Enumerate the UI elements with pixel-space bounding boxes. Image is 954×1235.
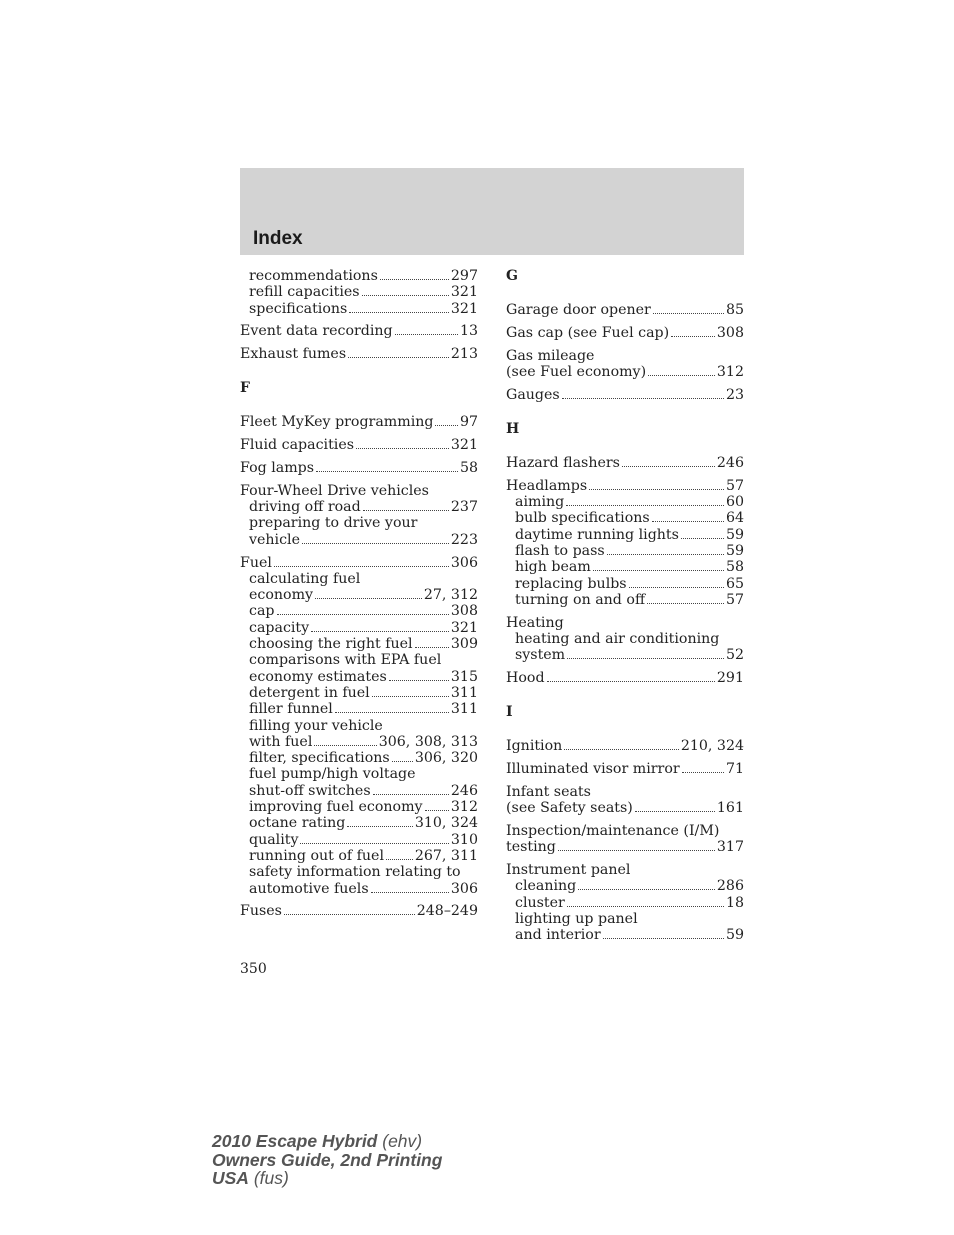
dot-leader [564, 739, 679, 750]
index-subentry-line [240, 750, 478, 766]
entry-text: running out of fuel [249, 847, 384, 864]
entry-text: automotive fuels [249, 880, 369, 897]
index-entry-line [506, 364, 744, 380]
index-subentry-line [240, 848, 478, 864]
dot-leader [392, 751, 413, 762]
entry-page-ref: 65 [725, 575, 744, 592]
entry-text: detergent in fuel [249, 684, 370, 701]
index-entry-line [240, 460, 478, 476]
entry-text: cluster [515, 894, 565, 911]
index-entry [240, 460, 478, 476]
index-entry-line [240, 346, 478, 362]
index-subentry-line [240, 652, 478, 668]
entry-page-ref: 213 [450, 346, 478, 363]
index-subentry-line [506, 494, 744, 510]
entry-page-ref: 27, 312 [423, 587, 478, 604]
index-entry-line [506, 784, 744, 800]
dot-leader [349, 301, 449, 312]
page-number: 350 [240, 961, 267, 977]
section-letter: H [506, 420, 520, 437]
entry-text: safety information relating to [249, 864, 461, 881]
dot-leader [415, 637, 449, 648]
entry-text: Hazard flashers [506, 454, 620, 471]
entry-page-ref: 311 [450, 701, 478, 718]
entry-page-ref: 308 [450, 603, 478, 620]
dot-leader [435, 415, 457, 426]
entry-page-ref: 18 [725, 894, 744, 911]
entry-text: vehicle [249, 531, 300, 548]
entry-text: testing [506, 839, 556, 856]
entry-text: Fog lamps [240, 460, 315, 477]
index-subentry-line [506, 527, 744, 543]
entry-page-ref: 308 [716, 324, 744, 341]
entry-text: Illuminated visor mirror [506, 761, 680, 778]
entry-page-ref: 286 [716, 878, 744, 895]
index-entry [240, 903, 478, 919]
entry-text: specifications [249, 300, 348, 317]
index-subentry-line [240, 636, 478, 652]
entry-page-ref: 13 [459, 323, 478, 340]
entry-page-ref: 315 [450, 668, 478, 685]
dot-leader [274, 555, 449, 566]
entry-page-ref: 23 [725, 386, 744, 403]
dot-leader [635, 801, 715, 812]
index-entry [240, 268, 478, 317]
dot-leader [302, 533, 449, 544]
index-entry-line [240, 555, 478, 571]
entry-page-ref: 310 [450, 831, 478, 848]
dot-leader [653, 303, 724, 314]
entry-text: lighting up panel [515, 911, 638, 928]
index-subentry-line [506, 911, 744, 927]
entry-text: (see Safety seats) [506, 800, 633, 817]
index-entry [506, 348, 744, 381]
index-entry [240, 414, 478, 430]
entry-page-ref: 52 [725, 647, 744, 664]
index-subentry-line [240, 864, 478, 880]
dot-leader [284, 904, 415, 915]
index-entry-line [506, 325, 744, 341]
dot-leader [578, 879, 715, 890]
entry-text: quality [249, 831, 299, 848]
index-subentry-line [240, 685, 478, 701]
index-entry-line [506, 478, 744, 494]
entry-page-ref: 58 [459, 460, 478, 477]
index-subentry-line [240, 620, 478, 636]
dot-leader [315, 588, 422, 599]
dot-leader [562, 387, 724, 398]
entry-text: improving fuel economy [249, 799, 423, 816]
index-entry [506, 823, 744, 856]
entry-page-ref: 237 [450, 499, 478, 516]
entry-page-ref: 64 [725, 510, 744, 527]
entry-text: Event data recording [240, 323, 393, 340]
entry-text: bulb specifications [515, 510, 650, 527]
entry-text: high beam [515, 559, 591, 576]
index-entry [240, 323, 478, 339]
index-entry-line [506, 387, 744, 403]
index-entry [506, 302, 744, 318]
dot-leader [593, 560, 724, 571]
entry-text: Infant seats [506, 783, 591, 800]
footer-line-3: USA (fus) [212, 1168, 289, 1188]
entry-text: economy estimates [249, 668, 387, 685]
index-entry-line [506, 302, 744, 318]
index-entry [506, 478, 744, 608]
dot-leader [395, 324, 458, 335]
index-subentry-line [240, 815, 478, 831]
dot-leader [607, 544, 724, 555]
dot-leader [622, 456, 715, 467]
entry-text: replacing bulbs [515, 575, 627, 592]
entry-text: Gas mileage [506, 347, 595, 364]
dot-leader [380, 269, 449, 280]
entry-text: Exhaust fumes [240, 346, 347, 363]
index-subentry-line [240, 587, 478, 603]
entry-text: Fuel [240, 554, 272, 571]
dot-leader [347, 816, 412, 827]
entry-text: economy [249, 587, 314, 604]
entry-text: capacity [249, 619, 310, 636]
index-subentry-line [240, 718, 478, 734]
entry-text: aiming [515, 494, 565, 511]
entry-text: heating and air conditioning [515, 630, 720, 647]
index-entry [506, 615, 744, 664]
section-letter: F [240, 380, 250, 397]
index-subentry-line [506, 543, 744, 559]
entry-page-ref: 57 [725, 591, 744, 608]
index-entry-line [240, 323, 478, 339]
entry-text: fuel pump/high voltage [249, 766, 416, 783]
entry-page-ref: 312 [450, 799, 478, 816]
entry-text: flash to pass [515, 542, 605, 559]
entry-text: Heating [506, 614, 564, 631]
entry-page-ref: 223 [450, 531, 478, 548]
index-subentry-line [506, 592, 744, 608]
entry-page-ref: 58 [725, 559, 744, 576]
dot-leader [363, 500, 449, 511]
entry-page-ref: 310, 324 [414, 815, 478, 832]
dot-leader [648, 365, 715, 376]
dot-leader [372, 686, 449, 697]
dot-leader [335, 702, 449, 713]
entry-text: recommendations [249, 268, 378, 284]
dot-leader [567, 896, 724, 907]
dot-leader [603, 928, 724, 939]
index-entry [506, 325, 744, 341]
section-letter: I [506, 704, 513, 721]
entry-text: Headlamps [506, 477, 588, 494]
entry-text: octane rating [249, 815, 346, 832]
index-subentry-line [506, 927, 744, 943]
entry-page-ref: 311 [450, 684, 478, 701]
index-subentry-line [506, 878, 744, 894]
entry-text: filter, specifications [249, 750, 390, 767]
entry-page-ref: 267, 311 [414, 847, 478, 864]
entry-text: and interior [515, 927, 601, 944]
index-entry [240, 346, 478, 362]
index-subentry-line [240, 783, 478, 799]
footer [212, 1132, 442, 1188]
entry-text: comparisons with EPA fuel [249, 652, 442, 669]
entry-text: shut-off switches [249, 782, 371, 799]
entry-text: Instrument panel [506, 862, 631, 879]
entry-page-ref: 59 [725, 526, 744, 543]
index-subentry-line [240, 301, 478, 317]
dot-leader [681, 527, 724, 538]
index-entry-line [240, 903, 478, 919]
index-subentry-line [240, 571, 478, 587]
entry-page-ref: 97 [459, 414, 478, 431]
entry-page-ref: 248–249 [416, 903, 478, 920]
index-entry-line [506, 823, 744, 839]
footer-line-2: Owners Guide, 2nd Printing [212, 1149, 443, 1170]
entry-page-ref: 321 [450, 284, 478, 301]
entry-page-ref: 59 [725, 927, 744, 944]
entry-text: choosing the right fuel [249, 636, 413, 653]
index-entry-line [506, 455, 744, 471]
index-subentry-line [240, 499, 478, 515]
dot-leader [348, 347, 449, 358]
dot-leader [389, 669, 449, 680]
entry-text: Gauges [506, 386, 560, 403]
entry-text: Fleet MyKey programming [240, 414, 434, 431]
entry-page-ref: 321 [450, 437, 478, 454]
index-entry [506, 784, 744, 817]
index-column-right [506, 268, 744, 950]
entry-text: refill capacities [249, 284, 360, 301]
footer-line-1: 2010 Escape Hybrid (ehv) [212, 1131, 423, 1151]
index-subentry-line [506, 559, 744, 575]
entry-page-ref: 297 [450, 268, 478, 284]
entry-page-ref: 161 [716, 800, 744, 817]
index-entry-line [506, 862, 744, 878]
index-subentry-line [240, 669, 478, 685]
entry-text: Inspection/maintenance (I/M) [506, 823, 720, 840]
entry-text: preparing to drive your [249, 515, 418, 532]
dot-leader [362, 285, 449, 296]
dot-leader [371, 881, 449, 892]
entry-page-ref: 246 [450, 782, 478, 799]
entry-text: Ignition [506, 738, 563, 755]
entry-page-ref: 71 [725, 761, 744, 778]
entry-page-ref: 306, 308, 313 [378, 733, 478, 750]
index-entry [240, 437, 478, 453]
index-subentry-line [506, 510, 744, 526]
entry-page-ref: 246 [716, 454, 744, 471]
entry-text: driving off road [249, 499, 361, 516]
index-subentry-line [240, 515, 478, 531]
entry-text: turning on and off [515, 591, 646, 608]
index-subentry-line [506, 895, 744, 911]
index-entry-line [506, 615, 744, 631]
index-subentry-line [240, 734, 478, 750]
index-entry [506, 387, 744, 403]
index-subentry-line [240, 603, 478, 619]
index-entry-line [506, 670, 744, 686]
entry-text: system [515, 647, 566, 664]
header-band [240, 168, 744, 255]
entry-page-ref: 306 [450, 554, 478, 571]
entry-text: (see Fuel economy) [506, 363, 647, 380]
dot-leader [356, 438, 449, 449]
entry-text: cap [249, 603, 275, 620]
page-title: Index [253, 228, 303, 249]
entry-page-ref: 309 [450, 636, 478, 653]
entry-page-ref: 312 [716, 363, 744, 380]
dot-leader [647, 593, 724, 604]
index-entry [506, 761, 744, 777]
index-entry [240, 555, 478, 897]
index-entry-line [506, 839, 744, 855]
index-subentry-line [240, 832, 478, 848]
index-subentry-line [240, 766, 478, 782]
entry-page-ref: 321 [450, 300, 478, 317]
section-letter: G [506, 268, 518, 284]
dot-leader [682, 762, 724, 773]
entry-text: with fuel [249, 733, 313, 750]
entry-page-ref: 85 [725, 302, 744, 318]
index-entry-line [506, 761, 744, 777]
dot-leader [316, 461, 458, 472]
entry-page-ref: 60 [725, 494, 744, 511]
index-entry-line [240, 437, 478, 453]
entry-page-ref: 57 [725, 477, 744, 494]
dot-leader [311, 621, 449, 632]
entry-text: calculating fuel [249, 570, 361, 587]
index-subentry-line [240, 799, 478, 815]
entry-text: Hood [506, 670, 545, 687]
dot-leader [386, 849, 413, 860]
entry-page-ref: 321 [450, 619, 478, 636]
dot-leader [300, 832, 448, 843]
index-entry [506, 862, 744, 943]
dot-leader [566, 495, 724, 506]
dot-leader [277, 604, 449, 615]
index-subentry-line [506, 631, 744, 647]
index-subentry-line [240, 284, 478, 300]
index-subentry-line [506, 576, 744, 592]
index-entry-line [240, 483, 478, 499]
index-column-left [240, 268, 478, 926]
dot-leader [373, 784, 449, 795]
dot-leader [671, 326, 715, 337]
index-entry [240, 483, 478, 548]
dot-leader [547, 671, 715, 682]
entry-page-ref: 306, 320 [414, 750, 478, 767]
dot-leader [558, 840, 715, 851]
entry-page-ref: 291 [716, 670, 744, 687]
entry-text: Fluid capacities [240, 437, 354, 454]
dot-leader [567, 648, 724, 659]
entry-text: Four-Wheel Drive vehicles [240, 482, 429, 499]
entry-text: Fuses [240, 903, 282, 920]
index-entry [506, 738, 744, 754]
index-entry [506, 455, 744, 471]
entry-text: cleaning [515, 878, 577, 895]
dot-leader [652, 511, 724, 522]
index-entry [506, 670, 744, 686]
entry-page-ref: 210, 324 [680, 738, 744, 755]
entry-text: Gas cap (see Fuel cap) [506, 324, 670, 341]
dot-leader [425, 800, 449, 811]
entry-page-ref: 59 [725, 542, 744, 559]
dot-leader [314, 735, 376, 746]
index-entry-line [240, 414, 478, 430]
index-entry-line [506, 348, 744, 364]
entry-text: filling your vehicle [249, 717, 383, 734]
index-subentry-line [240, 881, 478, 897]
dot-leader [629, 576, 724, 587]
entry-text: daytime running lights [515, 526, 679, 543]
index-subentry-line [506, 647, 744, 663]
index-entry-line [506, 738, 744, 754]
entry-page-ref: 317 [716, 839, 744, 856]
entry-text: filler funnel [249, 701, 333, 718]
index-subentry-line [240, 532, 478, 548]
index-entry-line [506, 800, 744, 816]
entry-page-ref: 306 [450, 880, 478, 897]
entry-text: Garage door opener [506, 302, 651, 318]
dot-leader [589, 479, 724, 490]
index-subentry-line [240, 701, 478, 717]
index-subentry-line [240, 268, 478, 284]
